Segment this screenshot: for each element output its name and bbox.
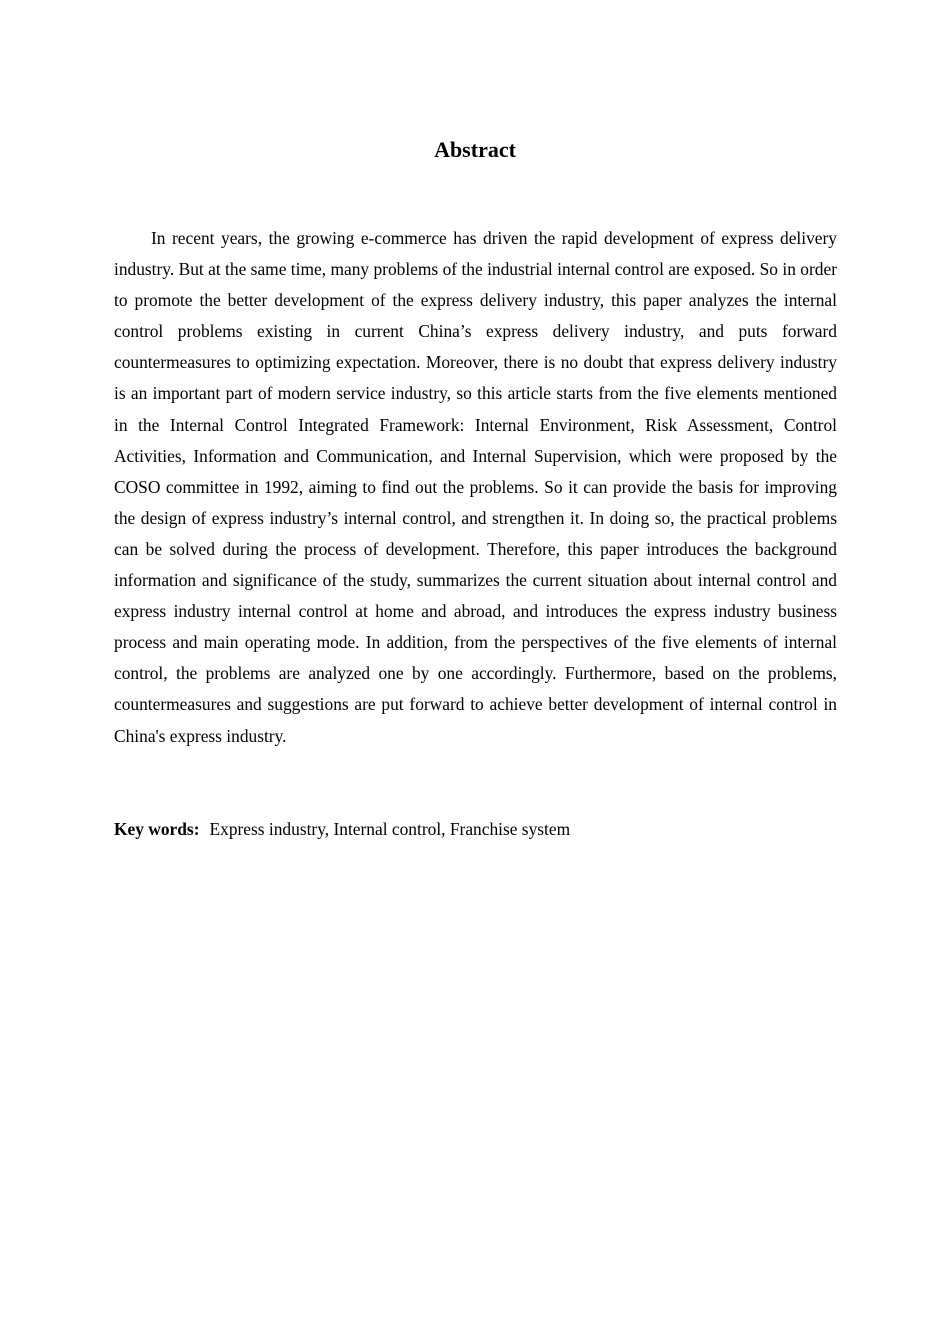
keywords-label: Key words:: [114, 819, 200, 839]
keywords-value: Express industry, Internal control, Franchise system: [209, 819, 571, 839]
page-title: Abstract: [434, 137, 516, 162]
keywords-line: [114, 815, 837, 843]
abstract-paragraph: In recent years, the growing e-commerce has driven the rapid development of express delivery industry. But at the same time, many problems of the industrial internal control are exposed. So in order to promote the better development of the express delivery industry, this paper analyzes the internal control problems existing in current China’s express delivery industry, and puts forward countermeasures to optimizing expectation. Moreover, there is no doubt that express delivery industry is an important part of modern service industry, so this article starts from the five elements mentioned in the Internal Control Integrated Framework: Internal Environment, Risk Assessment, Control Activities, Information and Communication, and Internal Supervision, which were proposed by the COSO committee in 1992, aiming to find out the problems. So it can provide the basis for improving the design of express industry’s internal control, and strengthen it. In doing so, the practical problems can be solved during the process of development. Therefore, this paper introduces the background information and significance of the study, summarizes the current situation about internal control and express industry internal control at home and abroad, and introduces the express industry business process and main operating mode. In addition, from the perspectives of the five elements of internal control, the problems are analyzed one by one accordingly. Furthermore, based on the problems, countermeasures and suggestions are put forward to achieve better development of internal control in China's express industry.: [114, 228, 837, 746]
